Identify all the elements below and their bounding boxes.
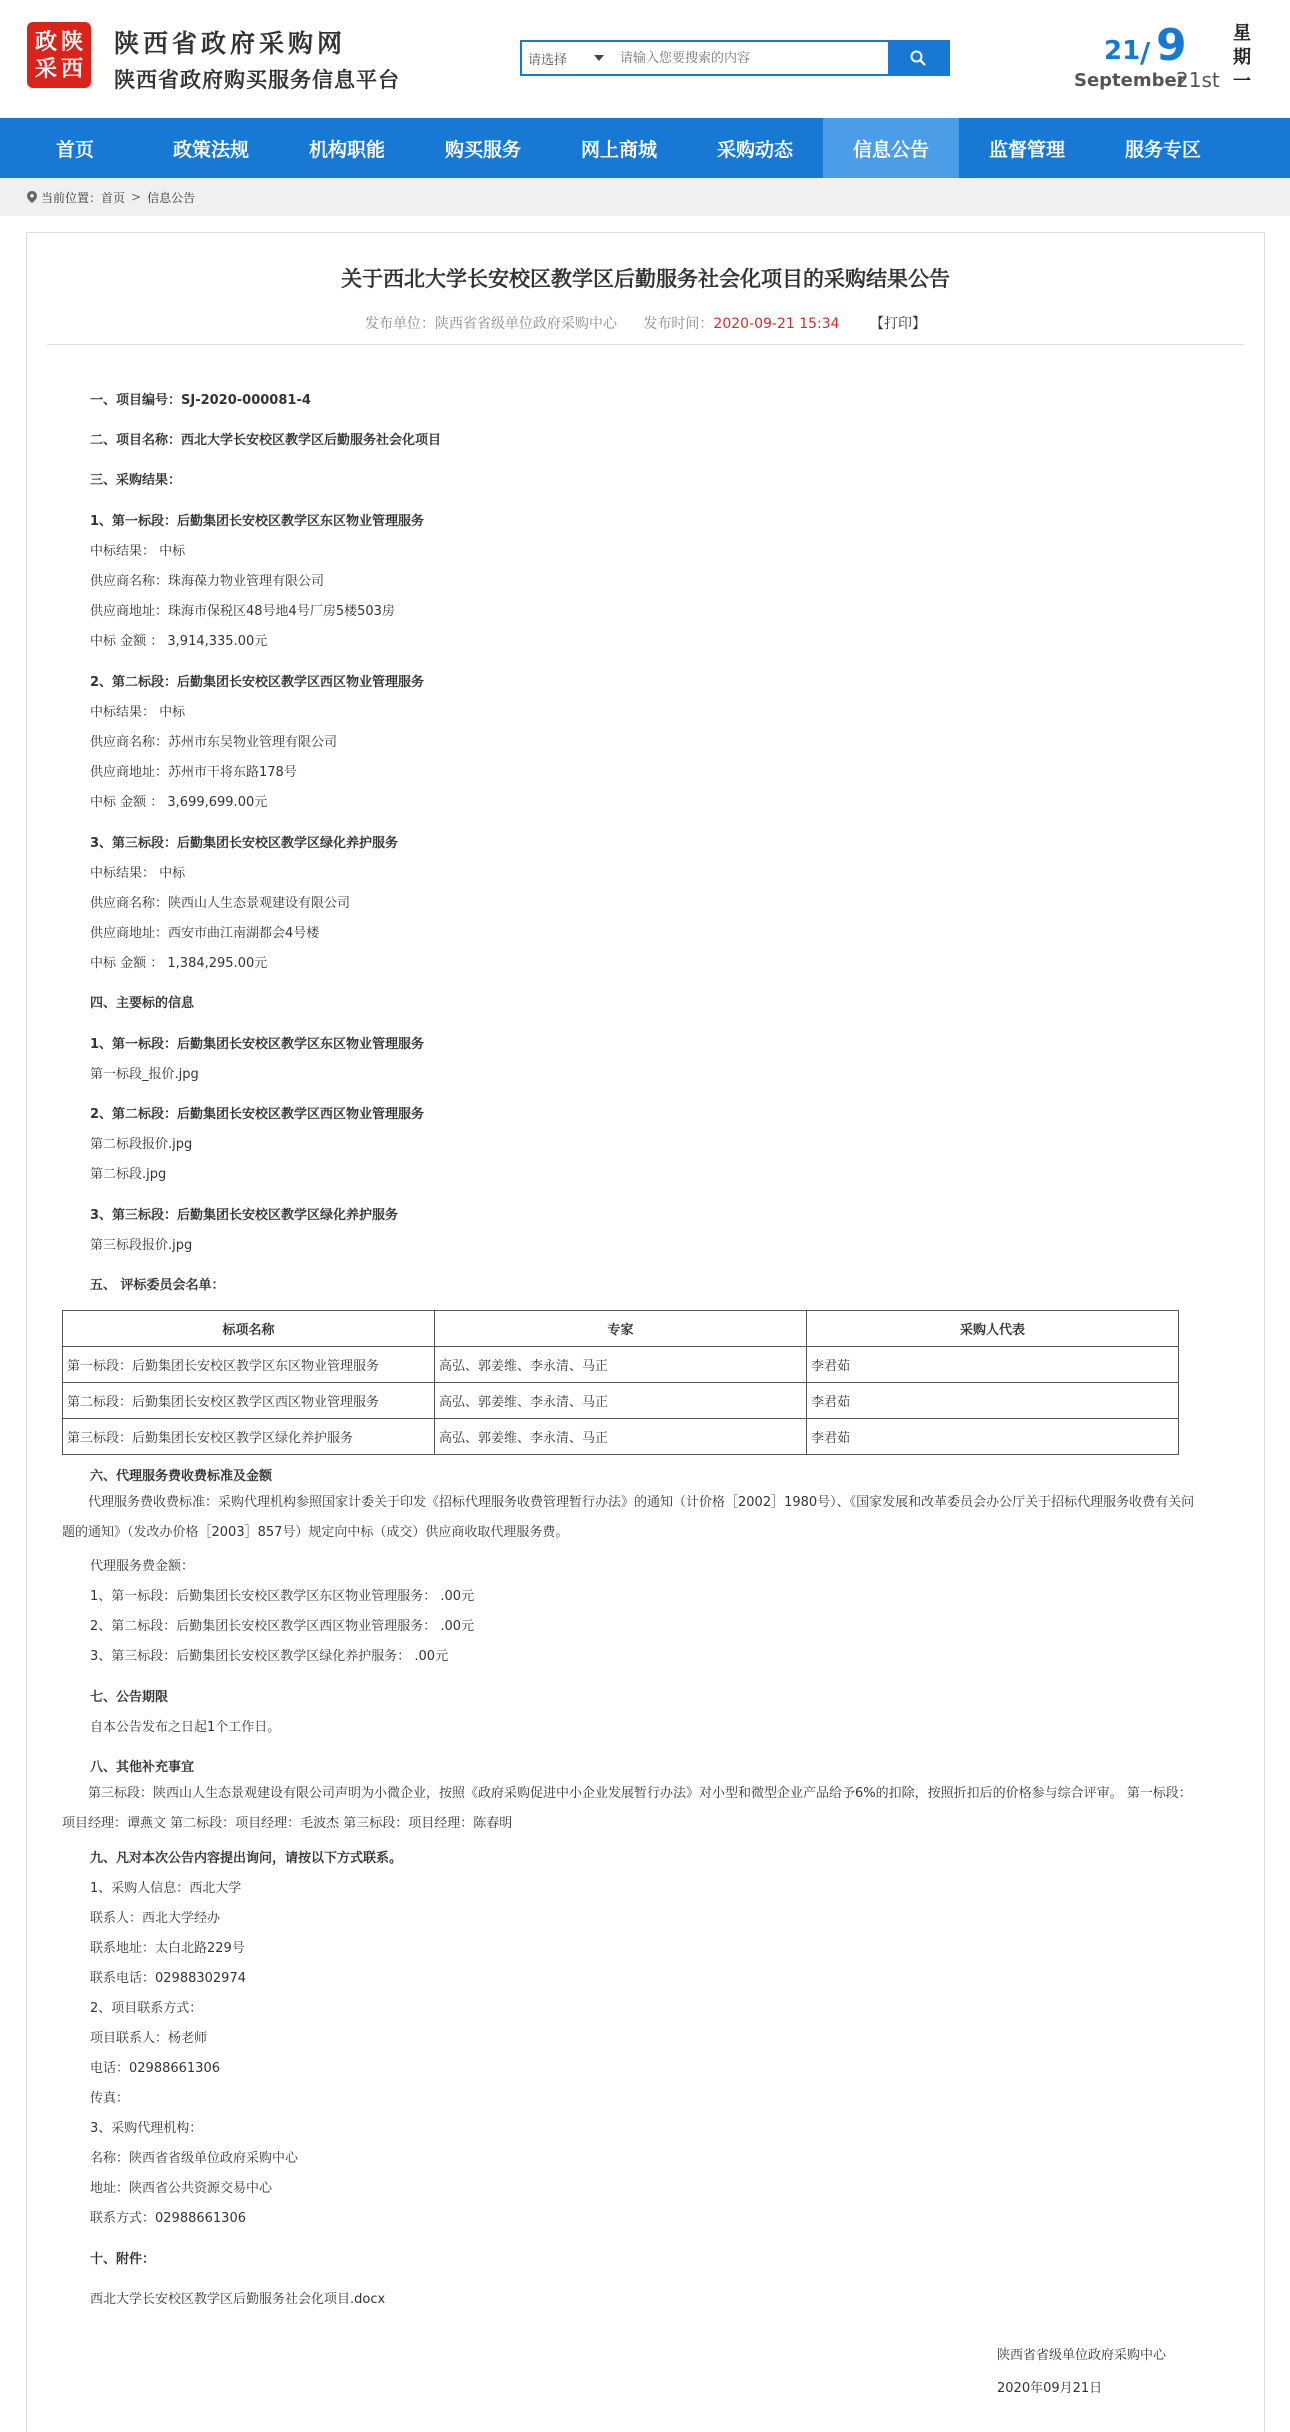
content-line: 三、采购结果：	[90, 473, 182, 488]
section-heading: 六、代理服务费收费标准及金额	[90, 1469, 273, 1484]
content-line: 四、主要标的信息	[90, 996, 195, 1011]
content-line: 中标结果： 中标	[90, 544, 186, 559]
article-panel	[26, 232, 1265, 2432]
nav-item-policy[interactable]: 政策法规	[172, 138, 249, 161]
nav-item-institutions[interactable]: 机构职能	[308, 138, 385, 161]
content-line: 中标 金额 ： 1,384,295.00元	[90, 956, 268, 971]
search-category-select[interactable]	[522, 42, 612, 74]
content-line: 供应商名称：珠海葆力物业管理有限公司	[90, 574, 325, 589]
section-heading: 十、附件：	[90, 2252, 156, 2267]
content-line: 1、采购人信息：西北大学	[90, 1881, 242, 1896]
date-month: 9	[1156, 20, 1187, 71]
table-header: 标项名称	[63, 1311, 435, 1347]
content-line: 中标结果： 中标	[90, 866, 186, 881]
content-line: 中标 金额 ： 3,914,335.00元	[90, 634, 268, 649]
content-line: 供应商名称：陕西山人生态景观建设有限公司	[90, 896, 351, 911]
content-line: 3、第三标段：后勤集团长安校区教学区绿化养护服务： .00元	[90, 1649, 449, 1664]
site-title-sub: 陕西省政府购买服务信息平台	[114, 68, 400, 92]
nav-item-announcements[interactable]: 信息公告	[823, 118, 959, 178]
content-line: 中标结果： 中标	[90, 705, 186, 720]
table-cell: 高弘、郭姜维、李永清、马正	[435, 1383, 807, 1419]
logo-char: 西	[60, 55, 83, 82]
breadcrumb	[0, 178, 1290, 216]
table-cell: 李君茹	[807, 1347, 1179, 1383]
attachment-link[interactable]: 西北大学长安校区教学区后勤服务社会化项目.docx	[90, 2292, 386, 2307]
content-line: 名称：陕西省省级单位政府采购中心	[90, 2151, 299, 2166]
table-cell: 第一标段：后勤集团长安校区教学区东区物业管理服务	[63, 1347, 435, 1383]
attachment-link[interactable]: 第二标段.jpg	[90, 1167, 167, 1182]
content-line: 3、第三标段：后勤集团长安校区教学区绿化养护服务	[90, 836, 399, 851]
logo-char: 政	[34, 28, 57, 55]
content-line: 联系人：西北大学经办	[90, 1911, 221, 1926]
content-line: 地址：陕西省公共资源交易中心	[90, 2181, 273, 2196]
supplement-paragraph: 第三标段：陕西山人生态景观建设有限公司声明为小微企业，按照《政府采购促进中小企业发展暂行办法》对小型和微型企业产品给予6%的扣除，按照折扣后的价格参与综合评审。 第一标段：项目经理：谭燕文 第二标段：项目经理：毛波杰 第三标段：项目经理：陈春明	[62, 1786, 1192, 1831]
content-line: 联系电话：02988302974	[90, 1971, 246, 1986]
committee-table	[62, 1310, 1179, 1455]
table-row	[63, 1347, 1179, 1383]
publish-time-label: 发布时间：	[643, 316, 714, 332]
table-header: 专家	[435, 1311, 807, 1347]
table-cell: 第二标段：后勤集团长安校区教学区西区物业管理服务	[63, 1383, 435, 1419]
date-ordinal: 21st	[1176, 68, 1220, 92]
signature-org: 陕西省省级单位政府采购中心	[997, 2348, 1167, 2363]
content-line: 3、第三标段：后勤集团长安校区教学区绿化养护服务	[90, 1208, 399, 1223]
content-line: 供应商地址：珠海市保税区48号地4号厂房5楼503房	[90, 604, 395, 619]
site-header	[0, 0, 1290, 118]
site-logo[interactable]	[27, 22, 91, 88]
logo-char: 采	[34, 55, 57, 82]
breadcrumb-separator: >	[131, 190, 142, 204]
signature-date: 2020年09月21日	[997, 2381, 1103, 2396]
table-cell: 第三标段：后勤集团长安校区教学区绿化养护服务	[63, 1419, 435, 1455]
content-line: 传真：	[90, 2091, 130, 2106]
content-line: 联系地址：太白北路229号	[90, 1941, 245, 1956]
date-display	[1070, 18, 1270, 98]
date-weekday: 星期一	[1233, 23, 1251, 92]
content-line: 代理服务费金额：	[90, 1559, 195, 1574]
nav-item-online-mall[interactable]: 网上商城	[580, 138, 657, 161]
main-nav	[0, 118, 1290, 178]
content-line: 电话：02988661306	[90, 2061, 220, 2076]
print-button[interactable]: 【打印】	[870, 316, 927, 332]
breadcrumb-home[interactable]: 首页	[101, 190, 126, 205]
logo-char: 陕	[60, 28, 83, 55]
divider	[47, 344, 1244, 345]
content-line: 1、第一标段：后勤集团长安校区教学区东区物业管理服务： .00元	[90, 1589, 475, 1604]
search-bar	[520, 40, 950, 76]
publish-time: 2020-09-21 15:34	[713, 316, 840, 332]
section-heading: 八、其他补充事宜	[90, 1760, 195, 1775]
content-line: 3、采购代理机构：	[90, 2121, 203, 2136]
attachment-link[interactable]: 第三标段报价.jpg	[90, 1238, 193, 1253]
table-header-row	[63, 1311, 1179, 1347]
article-title: 关于西北大学长安校区教学区后勤服务社会化项目的采购结果公告	[341, 267, 950, 291]
content-line: 一、项目编号：SJ-2020-000081-4	[90, 393, 311, 408]
publisher-label: 发布单位：	[364, 316, 435, 332]
content-line: 五、 评标委员会名单：	[90, 1278, 225, 1293]
table-row	[63, 1419, 1179, 1455]
location-pin-icon	[27, 191, 37, 203]
date-month-name: September	[1074, 70, 1186, 91]
table-header: 采购人代表	[807, 1311, 1179, 1347]
search-input[interactable]	[612, 42, 888, 74]
article-meta	[27, 313, 1264, 333]
table-cell: 高弘、郭姜维、李永清、马正	[435, 1347, 807, 1383]
chevron-down-icon	[594, 55, 604, 61]
table-row	[63, 1383, 1179, 1419]
content-line: 项目联系人：杨老师	[90, 2031, 208, 2046]
attachment-link[interactable]: 第二标段报价.jpg	[90, 1137, 193, 1152]
content-line: 供应商地址：苏州市干将东路178号	[90, 765, 297, 780]
breadcrumb-current[interactable]: 信息公告	[147, 190, 196, 205]
content-line: 2、项目联系方式：	[90, 2001, 203, 2016]
search-icon	[910, 50, 926, 66]
nav-item-purchase-service[interactable]: 购买服务	[444, 138, 521, 161]
site-title	[114, 24, 400, 94]
content-line: 2、第二标段：后勤集团长安校区教学区西区物业管理服务	[90, 675, 425, 690]
fee-standard-paragraph: 代理服务费收费标准：采购代理机构参照国家计委关于印发《招标代理服务收费管理暂行办法》的通知（计价格［2002］1980号）、《国家发展和改革委员会办公厅关于招标代理服务收费有关问题的通知》（发改办价格［2003］857号）规定向中标（成交）供应商收取代理服务费。	[62, 1495, 1195, 1540]
date-slash: /	[1140, 36, 1151, 69]
attachment-link[interactable]: 第一标段_报价.jpg	[90, 1067, 199, 1082]
nav-item-services[interactable]: 服务专区	[1124, 138, 1201, 161]
content-line: 自本公告发布之日起1个工作日。	[90, 1720, 281, 1735]
content-line: 中标 金额 ： 3,699,699.00元	[90, 795, 268, 810]
date-day: 21	[1104, 36, 1141, 66]
nav-item-home[interactable]: 首页	[55, 138, 94, 161]
breadcrumb-prefix: 当前位置：	[41, 190, 102, 205]
nav-item-supervision[interactable]: 监督管理	[988, 138, 1065, 161]
section-heading: 九、凡对本次公告内容提出询问，请按以下方式联系。	[90, 1851, 403, 1866]
publisher: 陕西省省级单位政府采购中心	[434, 316, 617, 332]
section-heading: 七、公告期限	[90, 1690, 169, 1705]
content-line: 联系方式：02988661306	[90, 2211, 246, 2226]
site-title-main: 陕西省政府采购网	[114, 29, 347, 58]
nav-item-news[interactable]: 采购动态	[716, 138, 793, 161]
content-line: 2、第二标段：后勤集团长安校区教学区西区物业管理服务： .00元	[90, 1619, 475, 1634]
content-line: 供应商地址：西安市曲江南湖都会4号楼	[90, 926, 320, 941]
search-category-value: 请选择	[528, 52, 568, 68]
content-line: 2、第二标段：后勤集团长安校区教学区西区物业管理服务	[90, 1107, 425, 1122]
content-line: 1、第一标段：后勤集团长安校区教学区东区物业管理服务	[90, 514, 425, 529]
table-cell: 高弘、郭姜维、李永清、马正	[435, 1419, 807, 1455]
table-cell: 李君茹	[807, 1383, 1179, 1419]
content-line: 1、第一标段：后勤集团长安校区教学区东区物业管理服务	[90, 1037, 425, 1052]
content-line: 二、项目名称：西北大学长安校区教学区后勤服务社会化项目	[90, 433, 442, 448]
content-line: 供应商名称：苏州市东吴物业管理有限公司	[90, 735, 338, 750]
table-cell: 李君茹	[807, 1419, 1179, 1455]
search-button[interactable]	[888, 42, 948, 74]
